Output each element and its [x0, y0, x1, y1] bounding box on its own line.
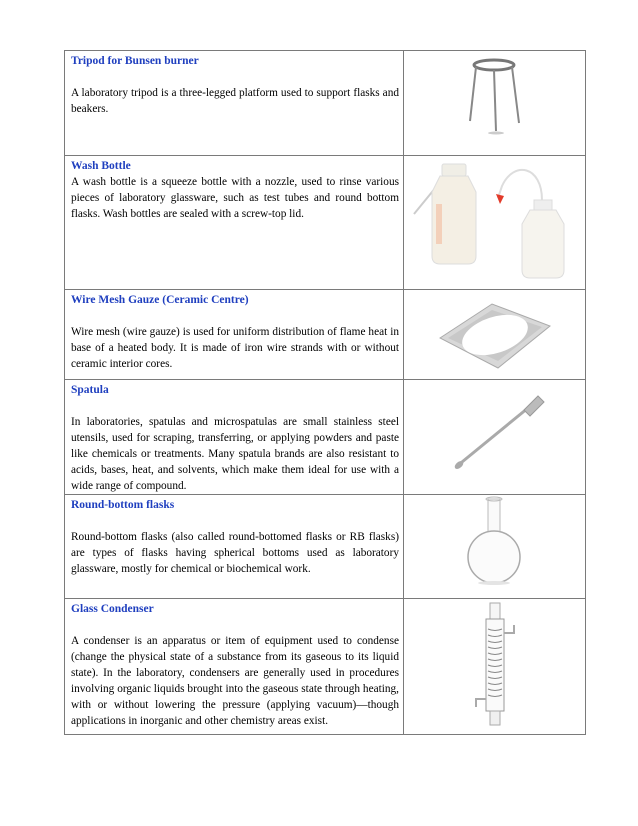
item-title: Wire Mesh Gauze (Ceramic Centre) [71, 294, 249, 306]
item-title: Wash Bottle [71, 160, 131, 172]
image-cell [404, 51, 586, 156]
description-cell [65, 495, 404, 599]
table-row [65, 156, 586, 290]
item-description: Wire mesh (wire gauze) is used for uniform distribution of flame heat in base of a heated body. It is made of iron wire strands with or without ceramic interior cores. [71, 326, 399, 370]
item-title: Spatula [71, 384, 109, 396]
table-row [65, 290, 586, 380]
table-row [65, 51, 586, 156]
table-row [65, 599, 586, 735]
image-cell [404, 599, 586, 735]
spatula-icon [404, 380, 585, 485]
description-cell [65, 380, 404, 495]
description-cell [65, 51, 404, 156]
item-description: Round-bottom flasks (also called round-bottomed flasks or RB flasks) are types of flasks having spherical bottoms used as laboratory glassware, mostly for chemical or biochemical work. [71, 531, 399, 575]
item-title: Glass Condenser [71, 603, 154, 615]
description-cell [65, 290, 404, 380]
wire-gauze-icon [404, 290, 585, 380]
item-description: A condenser is an apparatus or item of equipment used to condense (change the physical state of a substance from its gaseous to its liquid state). In the laboratory, condensers are generally used in procedures involving organic liquids brought into the gaseous state through heating, with or without lowering the pressure (applying vacuum)—though applications in inorganic and other chemistry areas exist. [71, 635, 399, 727]
tripod-icon [404, 51, 585, 156]
item-description: A laboratory tripod is a three-legged platform used to support flasks and beakers. [71, 87, 399, 115]
wash-bottle-icon [404, 156, 585, 290]
image-cell [404, 380, 586, 495]
item-title: Tripod for Bunsen burner [71, 55, 199, 67]
table-row [65, 495, 586, 599]
description-cell [65, 156, 404, 290]
image-cell [404, 290, 586, 380]
description-cell [65, 599, 404, 735]
image-cell [404, 156, 586, 290]
condenser-icon [404, 599, 585, 735]
image-cell [404, 495, 586, 599]
item-title: Round-bottom flasks [71, 499, 175, 511]
item-description: A wash bottle is a squeeze bottle with a nozzle, used to rinse various pieces of laboratory glassware, such as test tubes and round bottom flasks. Wash bottles are sealed with a screw-top lid. [71, 176, 399, 220]
item-description: In laboratories, spatulas and microspatulas are small stainless steel utensils, used for scraping, transferring, or applying powders and paste like chemicals or treatments. Many spatula brands are also resistant to acids, bases, heat, and solvents, which make them ideal for use with a wide range of compound. [71, 416, 399, 492]
table-row [65, 380, 586, 495]
equipment-table [64, 50, 586, 735]
round-bottom-flask-icon [404, 495, 585, 599]
